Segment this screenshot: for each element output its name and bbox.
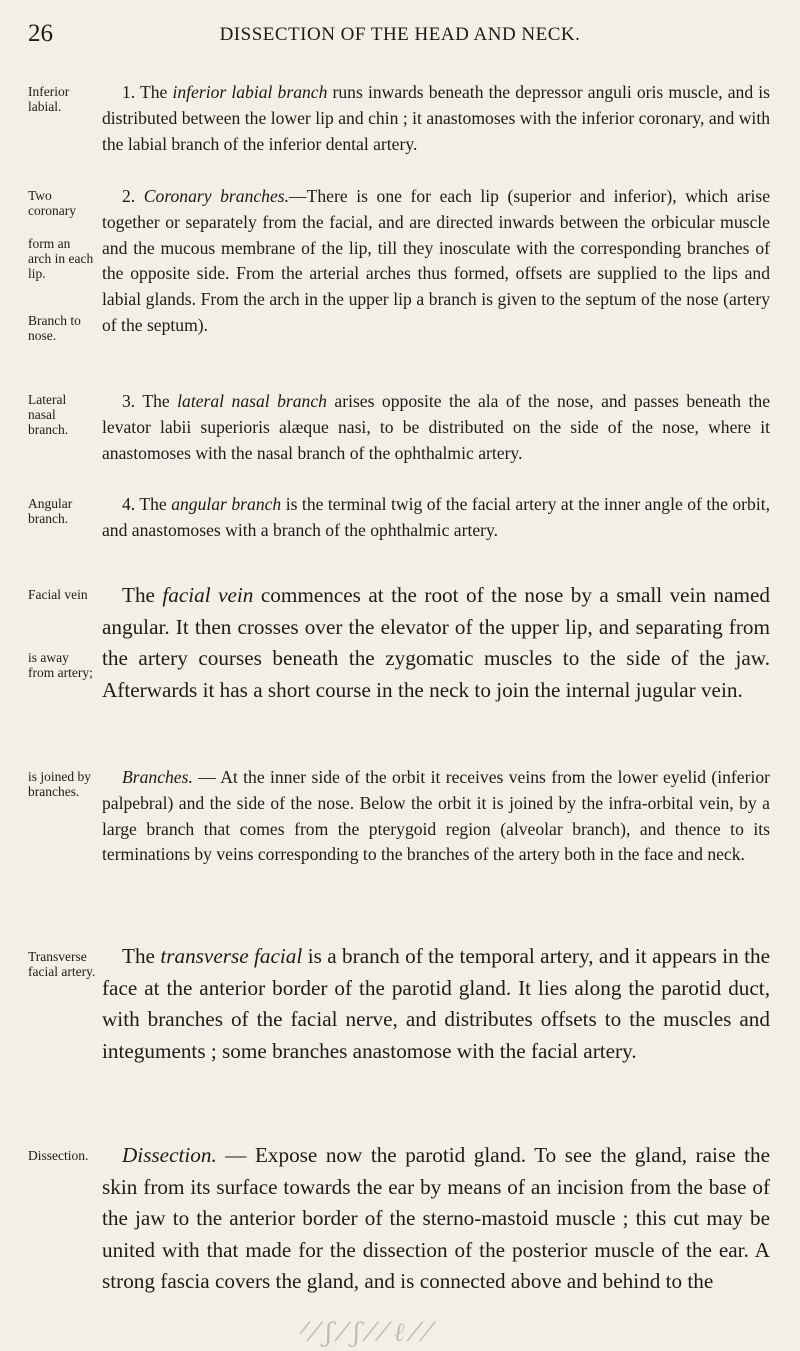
term-branches: Branches. [122, 767, 193, 787]
para-number: 3. The [122, 391, 178, 411]
margin-note-facial-vein: Facial vein [28, 587, 88, 602]
term-dissection: Dissection. [122, 1143, 217, 1167]
paragraph-facial-vein [102, 580, 770, 706]
margin-note-form-arch: form an arch in each lip. [28, 236, 94, 281]
para-text: is a branch of the temporal artery, and it appears in the face at the anterior border of the parotid gland. It lies along the parotid duct, with branches of the facial nerve, and distributes offsets to the muscles and integuments ; some branches anastomose with the facial artery. [102, 944, 770, 1063]
para-number: 1. The [122, 82, 173, 102]
paragraph-coronary [102, 184, 770, 339]
paragraph-lateral-nasal [102, 389, 770, 466]
term-transverse-facial: transverse facial [160, 944, 303, 968]
para-text: —There is one for each lip (superior and inferior), which arise together or separately from the facial, and are directed inwards between the orbicular muscle and the mucous membrane of the lip, till they inosculate with the corresponding branches of the opposite side. From the arterial arches thus formed, offsets are supplied to the lips and labial glands. From the arch in the upper lip a branch is given to the septum of the nose (artery of the septum). [102, 186, 770, 335]
running-title: DISSECTION OF THE HEAD AND NECK. [219, 24, 581, 45]
para-number: 2. [122, 186, 144, 206]
handwritten-scribble: ⁄ ⁄ ʃ ⁄ ʃ ⁄ ⁄ ℓ ⁄ ⁄ [300, 1318, 430, 1348]
margin-note-angular-branch: Angular branch. [28, 496, 73, 526]
para-text: — At the inner side of the orbit it receives veins from the lower eyelid (inferior palpebral) and the side of the nose. Below the orbit it is joined by the infra-orbital vein, by a large branch that comes from the pterygoid region (alveolar branch), and thence to its terminations by veins corresponding to the branches of the artery both in the face and neck. [102, 767, 770, 865]
page-number: 26 [28, 20, 53, 47]
margin-note-branch-to-nose: Branch to nose. [28, 313, 81, 343]
para-text: commences at the root of the nose by a small vein named angular. It then crosses over the elevator of the upper lip, and separating from the artery courses beneath the zygomatic muscles to the side of the jaw. Afterwards it has a short course in the neck to join the internal jugular vein. [102, 583, 770, 702]
margin-note-transverse-facial: Transverse facial artery. [28, 949, 96, 979]
margin-note-two-coronary: Two coronary [28, 188, 76, 218]
para-lead: The [122, 944, 161, 968]
term-inferior-labial: inferior labial branch [172, 82, 328, 102]
term-lateral-nasal: lateral nasal branch [177, 391, 327, 411]
paragraph-inferior-labial [102, 80, 770, 157]
para-text: is the terminal twig of the facial artery at the inner angle of the orbit, and anastomoses with a branch of the ophthalmic artery. [102, 494, 770, 540]
para-lead: The [122, 583, 163, 607]
margin-note-joined-by-branches: is joined by branches. [28, 769, 91, 799]
term-coronary-branches: Coronary branches. [143, 186, 290, 206]
paragraph-transverse-facial [102, 941, 770, 1067]
para-number: 4. The [122, 494, 172, 514]
term-facial-vein: facial vein [162, 583, 254, 607]
paragraph-dissection [102, 1140, 770, 1298]
term-angular-branch: angular branch [171, 494, 282, 514]
paragraph-branches [102, 765, 770, 868]
margin-note-lateral-nasal: Lateral nasal branch. [28, 392, 69, 437]
page-header [28, 20, 772, 50]
para-text: runs inwards beneath the depressor anguli oris muscle, and is distributed between the lower lip and chin ; it anastomoses with the inferior coronary, and with the labial branch of the inferior dental artery. [102, 82, 771, 154]
para-text: arises opposite the ala of the nose, and passes beneath the levator labii superioris alæque nasi, to be distributed on the side of the nose, where it anastomoses with the nasal branch of the ophthalmic artery. [102, 391, 770, 463]
para-text: — Expose now the parotid gland. To see the gland, raise the skin from its surface towards the ear by means of an incision from the base of the jaw to the anterior border of the sterno-mastoid muscle ; this cut may be united with that made for the dissection of the posterior muscle of the ear. A strong fascia covers the gland, and is connected above and behind to the [102, 1143, 770, 1293]
margin-note-away-from-artery: is away from artery; [28, 650, 93, 680]
margin-note-dissection: Dissection. [28, 1148, 89, 1163]
margin-note-inferior-labial: Inferior labial. [28, 84, 70, 114]
paragraph-angular [102, 492, 770, 544]
